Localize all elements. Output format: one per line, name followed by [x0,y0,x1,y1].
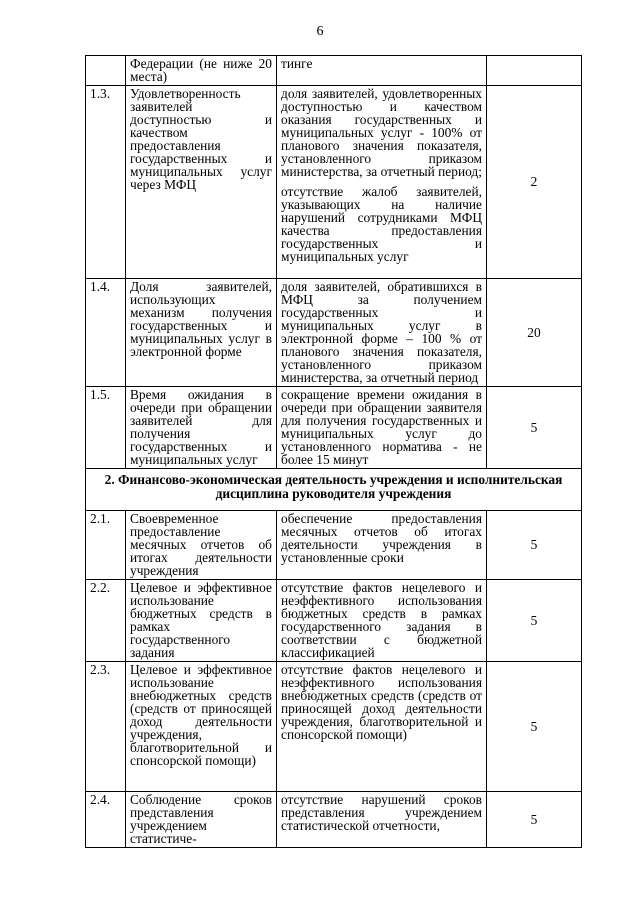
indicator-condition [277,387,487,469]
row-number: 2.2. [86,580,126,662]
score-cell: 2 [487,86,582,279]
row-number: 1.4. [86,279,126,387]
indicator-condition [277,279,487,387]
condition-text: доля заявителей, обратившихся в МФЦ за получением государственных и муниципальных услуг в электронной форме – 100 % от планового значения показателя, установленного приказом министерства, за отчетный период [281,279,482,385]
table-row [86,580,582,662]
table-row [86,279,582,387]
table-row [86,662,582,792]
section-heading-row [86,469,582,511]
indicator-name: Доля заявителей, использующих механизм получения государственных и муниципальных услуг в электронной форме [126,279,277,387]
condition-text: доля заявителей, удовлетворенных доступностью и качеством оказания государственных и муниципальных услуг - 100% от планового значения показателя, установленного приказом министерства, за отчетный период; [281,86,482,179]
indicator-name: Целевое и эффективное использование внебюджетных средств (средств от приносящей доход деятельности учреждения, благотворительной и спонсорской помощи) [126,662,277,792]
indicator-condition [277,511,487,580]
indicator-name: Своевременное предоставление месячных отчетов об итогах деятельности учреждения [126,511,277,580]
row-number: 2.1. [86,511,126,580]
indicator-condition [277,792,487,848]
criteria-table [85,55,582,848]
score-cell: 5 [487,662,582,792]
table-row [86,792,582,848]
table-row [86,86,582,279]
row-number: 2.3. [86,662,126,792]
condition-text: отсутствие нарушений сроков представления учреждением статистической отчетности, [281,792,482,833]
indicator-name: Целевое и эффективное использование бюджетных средств в рамках государственного задания [126,580,277,662]
indicator-name: Соблюдение сроков представления учреждением статистиче- [126,792,277,848]
row-number: 1.5. [86,387,126,469]
indicator-name: Удовлетворенность заявителей доступностью и качеством предоставления государственных и муниципальных услуг через МФЦ [126,86,277,279]
indicator-name: Федерации (не ниже 20 места) [126,56,277,86]
page-number: 6 [316,24,324,39]
indicator-name: Время ожидания в очереди при обращении заявителей для получения государственных и муниципальных услуг [126,387,277,469]
condition-text: отсутствие фактов нецелевого и неэффективного использования бюджетных средств в рамках государственного задания в соответствии с бюджетной классификацией [281,580,482,660]
score-cell: 5 [487,511,582,580]
condition-text: обеспечение предоставления месячных отчетов об итогах деятельности учреждения в установленные сроки [281,511,482,565]
row-number: 1.3. [86,86,126,279]
score-cell: 20 [487,279,582,387]
row-number: 2.4. [86,792,126,848]
score-cell [487,56,582,86]
table-row [86,56,582,86]
table-row [86,511,582,580]
table-row [86,387,582,469]
indicator-condition [277,580,487,662]
condition-text: отсутствие фактов нецелевого и неэффективного использования внебюджетных средств (средств от приносящей доход деятельности учреждения, благотворительной и спонсорской помощи) [281,662,482,742]
section-heading: 2. Финансово-экономическая деятельность учреждения и исполнительская дисциплина руководителя учреждения [86,469,582,511]
indicator-condition [277,56,487,86]
condition-text: отсутствие жалоб заявителей, указывающих на наличие нарушений сотрудниками МФЦ качества предоставления государственных и муниципальных услуг [281,184,482,264]
row-number [86,56,126,86]
score-cell: 5 [487,792,582,848]
score-cell: 5 [487,580,582,662]
condition-text: тинге [281,56,313,71]
condition-text: сокращение времени ожидания в очереди при обращении заявителя для получения государственных и муниципальных услуг до установленного норматива - не более 15 минут [281,387,482,467]
indicator-condition [277,662,487,792]
score-cell: 5 [487,387,582,469]
indicator-condition [277,86,487,279]
